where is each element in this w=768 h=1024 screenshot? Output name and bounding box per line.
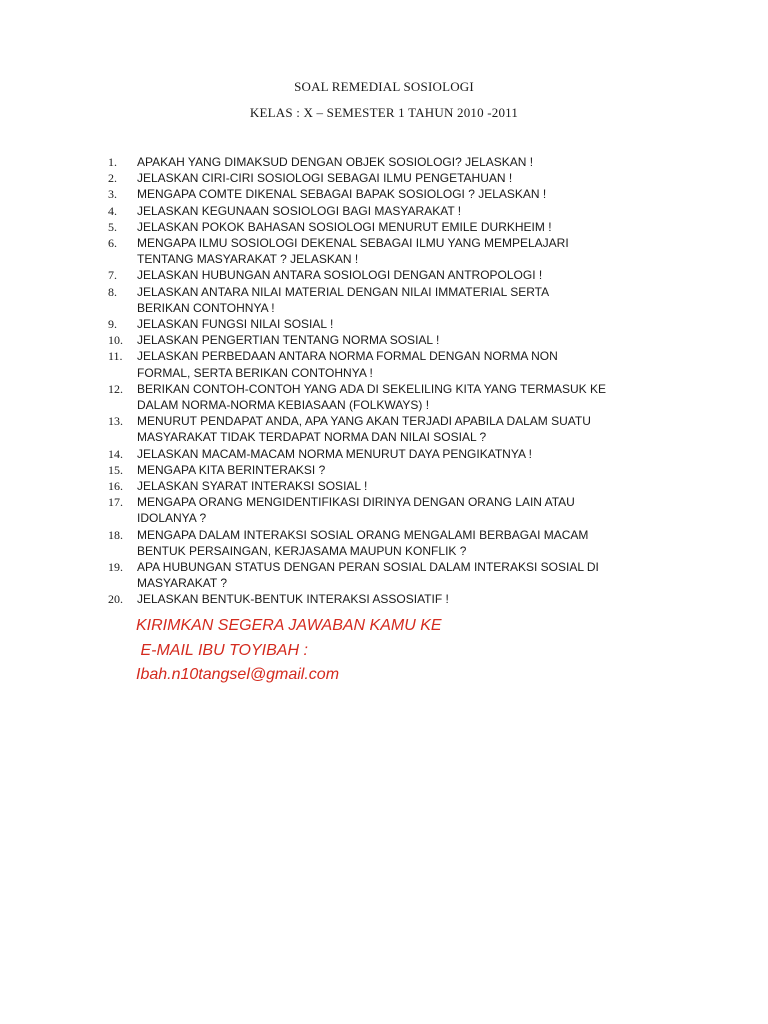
question-text: APAKAH YANG DIMAKSUD DENGAN OBJEK SOSIOLOGI? JELASKAN ! xyxy=(137,155,534,169)
question-number: 14. xyxy=(108,446,123,461)
question-number: 5. xyxy=(108,219,117,234)
question-text: JELASKAN POKOK BAHASAN SOSIOLOGI MENURUT EMILE DURKHEIM ! xyxy=(137,219,552,234)
question-number: 12. xyxy=(108,381,123,396)
question-item xyxy=(108,154,688,170)
question-text: APA HUBUNGAN STATUS DENGAN PERAN SOSIAL DALAM INTERAKSI SOSIAL DI MASYARAKAT ? xyxy=(137,560,599,591)
question-item xyxy=(108,267,688,283)
question-list xyxy=(108,154,688,608)
question-number: 7. xyxy=(108,268,117,283)
question-number: 19. xyxy=(108,560,123,575)
question-item xyxy=(108,527,688,559)
question-item xyxy=(108,494,688,526)
question-text: MENURUT PENDAPAT ANDA, APA YANG AKAN TERJADI APABILA DALAM SUATU MASYARAKAT TIDAK TERDAPAT NORMA DAN NILAI SOSIAL ? xyxy=(137,414,591,445)
question-number: 18. xyxy=(108,527,123,542)
question-number: 11. xyxy=(108,349,123,364)
question-item xyxy=(108,478,688,494)
question-text: JELASKAN BENTUK-BENTUK INTERAKSI ASSOSIATIF ! xyxy=(137,592,449,607)
document-title: SOAL REMEDIAL SOSIOLOGI xyxy=(294,79,474,94)
question-number: 3. xyxy=(108,187,117,202)
footer-email-address: Ibah.n10tangsel@gmail.com xyxy=(136,666,340,683)
question-text: MENGAPA ORANG MENGIDENTIFIKASI DIRINYA DENGAN ORANG LAIN ATAU IDOLANYA ? xyxy=(137,495,575,526)
question-item xyxy=(108,219,688,235)
question-number: 1. xyxy=(108,155,117,169)
question-text: JELASKAN SYARAT INTERAKSI SOSIAL ! xyxy=(137,479,368,494)
question-item xyxy=(108,591,688,607)
question-text: JELASKAN MACAM-MACAM NORMA MENURUT DAYA PENGIKATNYA ! xyxy=(137,446,532,461)
question-item xyxy=(108,381,688,413)
question-text: MENGAPA KITA BERINTERAKSI ? xyxy=(137,462,326,477)
question-number: 4. xyxy=(108,203,117,218)
question-item xyxy=(108,332,688,348)
question-text: MENGAPA DALAM INTERAKSI SOSIAL ORANG MENGALAMI BERBAGAI MACAM BENTUK PERSAINGAN, KERJASAMA MAUPUN KONFLIK ? xyxy=(137,527,589,558)
question-item xyxy=(108,559,688,591)
question-item xyxy=(108,413,688,445)
footer-email-label: E-MAIL IBU TOYIBAH : xyxy=(136,641,308,659)
footer-instruction: KIRIMKAN SEGERA JAWABAN KAMU KE xyxy=(136,617,442,634)
question-number: 2. xyxy=(108,171,117,186)
question-item xyxy=(108,186,688,202)
question-item xyxy=(108,235,688,267)
question-number: 13. xyxy=(108,414,123,429)
question-number: 9. xyxy=(108,317,117,332)
question-text: JELASKAN HUBUNGAN ANTARA SOSIOLOGI DENGAN ANTROPOLOGI ! xyxy=(137,268,543,283)
question-text: JELASKAN KEGUNAAN SOSIOLOGI BAGI MASYARAKAT ! xyxy=(137,203,462,218)
question-item xyxy=(108,170,688,186)
question-number: 17. xyxy=(108,495,123,510)
question-text: BERIKAN CONTOH-CONTOH YANG ADA DI SEKELILING KITA YANG TERMASUK KE DALAM NORMA-NORMA KEBIASAAN (FOLKWAYS) ! xyxy=(137,381,607,413)
question-number: 8. xyxy=(108,284,117,299)
question-item xyxy=(108,462,688,478)
question-text: JELASKAN PERBEDAAN ANTARA NORMA FORMAL DENGAN NORMA NON FORMAL, SERTA BERIKAN CONTOHNYA ! xyxy=(137,349,558,380)
document-subtitle: KELAS : X – SEMESTER 1 TAHUN 2010 -2011 xyxy=(249,105,519,120)
question-number: 10. xyxy=(108,333,123,348)
question-item xyxy=(108,316,688,332)
question-text: JELASKAN CIRI-CIRI SOSIOLOGI SEBAGAI ILMU PENGETAHUAN ! xyxy=(137,171,513,186)
question-number: 16. xyxy=(108,479,123,494)
question-text: MENGAPA ILMU SOSIOLOGI DEKENAL SEBAGAI ILMU YANG MEMPELAJARI TENTANG MASYARAKAT ? JELASKAN ! xyxy=(137,236,569,267)
question-item xyxy=(108,446,688,462)
question-text: JELASKAN ANTARA NILAI MATERIAL DENGAN NILAI IMMATERIAL SERTA BERIKAN CONTOHNYA ! xyxy=(137,284,550,315)
question-text: JELASKAN FUNGSI NILAI SOSIAL ! xyxy=(137,317,334,332)
question-number: 15. xyxy=(108,462,123,477)
question-item xyxy=(108,203,688,219)
question-text: JELASKAN PENGERTIAN TENTANG NORMA SOSIAL ! xyxy=(137,333,440,348)
question-item xyxy=(108,348,688,380)
question-number: 6. xyxy=(108,236,117,251)
footer-note xyxy=(136,614,442,688)
question-item xyxy=(108,284,688,316)
question-text: MENGAPA COMTE DIKENAL SEBAGAI BAPAK SOSIOLOGI ? JELASKAN ! xyxy=(137,187,547,202)
question-number: 20. xyxy=(108,592,123,607)
